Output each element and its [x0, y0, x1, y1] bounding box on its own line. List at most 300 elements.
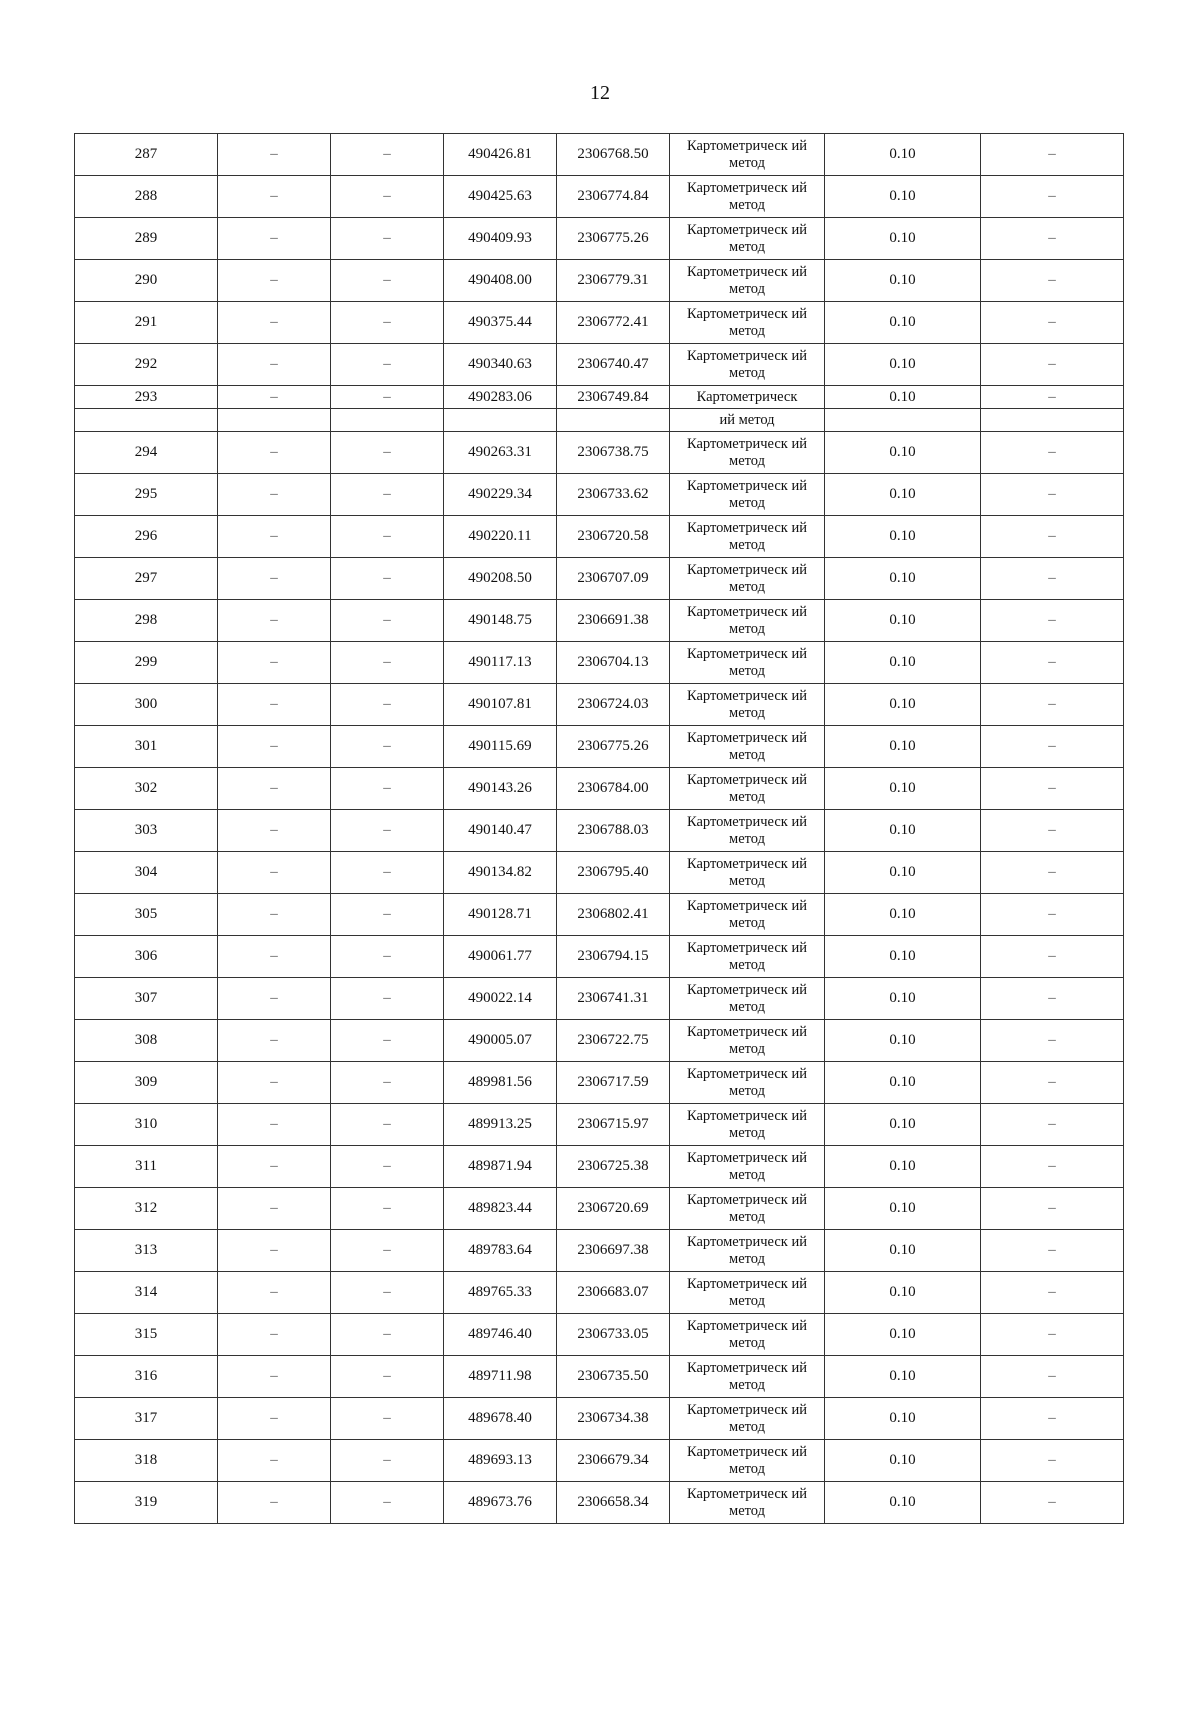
x-coordinate-cell: 489913.25	[444, 1104, 557, 1146]
empty-dash-cell: –	[981, 558, 1124, 600]
empty-dash-cell: –	[218, 386, 331, 409]
empty-cell	[981, 409, 1124, 432]
empty-dash-cell: –	[331, 1356, 444, 1398]
accuracy-cell: 0.10	[825, 1482, 981, 1524]
empty-dash-cell: –	[981, 894, 1124, 936]
empty-cell	[218, 409, 331, 432]
method-cell: Картометрическ ий метод	[670, 218, 825, 260]
empty-dash-cell: –	[331, 432, 444, 474]
empty-dash-cell: –	[331, 474, 444, 516]
y-coordinate-cell: 2306795.40	[557, 852, 670, 894]
accuracy-cell: 0.10	[825, 978, 981, 1020]
x-coordinate-cell: 489711.98	[444, 1356, 557, 1398]
x-coordinate-cell: 490425.63	[444, 176, 557, 218]
empty-dash-cell: –	[218, 1482, 331, 1524]
empty-dash-cell: –	[218, 684, 331, 726]
empty-dash-cell: –	[981, 1272, 1124, 1314]
accuracy-cell: 0.10	[825, 1440, 981, 1482]
method-cell: Картометрическ ий метод	[670, 600, 825, 642]
accuracy-cell: 0.10	[825, 852, 981, 894]
method-cell: Картометрическ ий метод	[670, 894, 825, 936]
x-coordinate-cell: 489871.94	[444, 1146, 557, 1188]
accuracy-cell: 0.10	[825, 894, 981, 936]
x-coordinate-cell: 490128.71	[444, 894, 557, 936]
empty-dash-cell: –	[981, 1020, 1124, 1062]
point-number-cell: 287	[75, 134, 218, 176]
accuracy-cell: 0.10	[825, 344, 981, 386]
empty-dash-cell: –	[981, 1356, 1124, 1398]
table-row	[75, 176, 1124, 218]
method-cell: Картометрическ ий метод	[670, 1188, 825, 1230]
table-row	[75, 978, 1124, 1020]
x-coordinate-cell: 490061.77	[444, 936, 557, 978]
accuracy-cell: 0.10	[825, 432, 981, 474]
method-cell: Картометрическ ий метод	[670, 516, 825, 558]
empty-dash-cell: –	[331, 1314, 444, 1356]
point-number-cell: 317	[75, 1398, 218, 1440]
page-number: 12	[590, 82, 610, 104]
empty-dash-cell: –	[981, 810, 1124, 852]
point-number-cell: 303	[75, 810, 218, 852]
x-coordinate-cell: 489783.64	[444, 1230, 557, 1272]
empty-dash-cell: –	[981, 302, 1124, 344]
empty-dash-cell: –	[981, 1398, 1124, 1440]
empty-dash-cell: –	[218, 134, 331, 176]
table-row	[75, 260, 1124, 302]
x-coordinate-cell: 490115.69	[444, 726, 557, 768]
empty-dash-cell: –	[331, 1272, 444, 1314]
table-row	[75, 1020, 1124, 1062]
y-coordinate-cell: 2306738.75	[557, 432, 670, 474]
accuracy-cell: 0.10	[825, 474, 981, 516]
empty-dash-cell: –	[981, 1188, 1124, 1230]
y-coordinate-cell: 2306735.50	[557, 1356, 670, 1398]
x-coordinate-cell: 489673.76	[444, 1482, 557, 1524]
empty-dash-cell: –	[331, 978, 444, 1020]
empty-dash-cell: –	[218, 810, 331, 852]
table-row	[75, 1314, 1124, 1356]
y-coordinate-cell: 2306679.34	[557, 1440, 670, 1482]
x-coordinate-cell: 489981.56	[444, 1062, 557, 1104]
y-coordinate-cell: 2306774.84	[557, 176, 670, 218]
point-number-cell: 296	[75, 516, 218, 558]
coordinates-table-body	[75, 134, 1124, 1524]
point-number-cell: 304	[75, 852, 218, 894]
table-row	[75, 894, 1124, 936]
empty-cell	[75, 409, 218, 432]
empty-dash-cell: –	[218, 894, 331, 936]
empty-dash-cell: –	[218, 1356, 331, 1398]
y-coordinate-cell: 2306740.47	[557, 344, 670, 386]
x-coordinate-cell: 490340.63	[444, 344, 557, 386]
point-number-cell: 318	[75, 1440, 218, 1482]
table-row	[75, 1398, 1124, 1440]
empty-dash-cell: –	[981, 1482, 1124, 1524]
empty-dash-cell: –	[331, 810, 444, 852]
empty-dash-cell: –	[218, 852, 331, 894]
point-number-cell: 313	[75, 1230, 218, 1272]
y-coordinate-cell: 2306691.38	[557, 600, 670, 642]
empty-dash-cell: –	[218, 260, 331, 302]
table-row-continuation	[75, 409, 1124, 432]
method-cell: Картометрическ ий метод	[670, 344, 825, 386]
table-row	[75, 386, 1124, 409]
empty-dash-cell: –	[981, 1440, 1124, 1482]
accuracy-cell: 0.10	[825, 1146, 981, 1188]
empty-dash-cell: –	[331, 600, 444, 642]
y-coordinate-cell: 2306725.38	[557, 1146, 670, 1188]
point-number-cell: 319	[75, 1482, 218, 1524]
point-number-cell: 315	[75, 1314, 218, 1356]
point-number-cell: 289	[75, 218, 218, 260]
table-row	[75, 1146, 1124, 1188]
empty-dash-cell: –	[218, 302, 331, 344]
empty-dash-cell: –	[331, 894, 444, 936]
empty-dash-cell: –	[218, 1398, 331, 1440]
accuracy-cell: 0.10	[825, 558, 981, 600]
table-row	[75, 134, 1124, 176]
method-cell: Картометрическ ий метод	[670, 684, 825, 726]
point-number-cell: 308	[75, 1020, 218, 1062]
accuracy-cell: 0.10	[825, 726, 981, 768]
accuracy-cell: 0.10	[825, 1314, 981, 1356]
empty-dash-cell: –	[218, 600, 331, 642]
empty-dash-cell: –	[218, 1230, 331, 1272]
accuracy-cell: 0.10	[825, 1356, 981, 1398]
empty-dash-cell: –	[981, 344, 1124, 386]
x-coordinate-cell: 490005.07	[444, 1020, 557, 1062]
y-coordinate-cell: 2306722.75	[557, 1020, 670, 1062]
empty-dash-cell: –	[981, 474, 1124, 516]
empty-dash-cell: –	[981, 516, 1124, 558]
table-row	[75, 432, 1124, 474]
method-cell: Картометрическ ий метод	[670, 302, 825, 344]
accuracy-cell: 0.10	[825, 386, 981, 409]
table-row	[75, 1482, 1124, 1524]
x-coordinate-cell: 490426.81	[444, 134, 557, 176]
method-cell: Картометрическ ий метод	[670, 1020, 825, 1062]
x-coordinate-cell: 490220.11	[444, 516, 557, 558]
accuracy-cell: 0.10	[825, 302, 981, 344]
y-coordinate-cell: 2306720.58	[557, 516, 670, 558]
x-coordinate-cell: 490408.00	[444, 260, 557, 302]
x-coordinate-cell: 490117.13	[444, 642, 557, 684]
x-coordinate-cell: 490140.47	[444, 810, 557, 852]
empty-dash-cell: –	[981, 768, 1124, 810]
x-coordinate-cell: 490143.26	[444, 768, 557, 810]
empty-dash-cell: –	[218, 344, 331, 386]
method-cell: Картометрическ ий метод	[670, 1104, 825, 1146]
table-row	[75, 218, 1124, 260]
empty-dash-cell: –	[981, 1062, 1124, 1104]
method-cell: Картометрическ ий метод	[670, 642, 825, 684]
empty-cell	[557, 409, 670, 432]
empty-dash-cell: –	[218, 1440, 331, 1482]
point-number-cell: 310	[75, 1104, 218, 1146]
method-cell: Картометрическ ий метод	[670, 852, 825, 894]
point-number-cell: 293	[75, 386, 218, 409]
table-row	[75, 684, 1124, 726]
empty-dash-cell: –	[981, 1146, 1124, 1188]
empty-dash-cell: –	[331, 302, 444, 344]
point-number-cell: 298	[75, 600, 218, 642]
x-coordinate-cell: 490022.14	[444, 978, 557, 1020]
empty-dash-cell: –	[331, 642, 444, 684]
empty-dash-cell: –	[981, 642, 1124, 684]
method-cell: Картометрическ ий метод	[670, 1440, 825, 1482]
accuracy-cell: 0.10	[825, 134, 981, 176]
accuracy-cell: 0.10	[825, 642, 981, 684]
empty-dash-cell: –	[981, 1230, 1124, 1272]
empty-dash-cell: –	[981, 176, 1124, 218]
empty-dash-cell: –	[981, 260, 1124, 302]
empty-dash-cell: –	[218, 516, 331, 558]
y-coordinate-cell: 2306683.07	[557, 1272, 670, 1314]
empty-dash-cell: –	[981, 936, 1124, 978]
empty-dash-cell: –	[218, 1188, 331, 1230]
empty-dash-cell: –	[331, 1104, 444, 1146]
empty-dash-cell: –	[331, 768, 444, 810]
empty-cell	[331, 409, 444, 432]
empty-dash-cell: –	[218, 432, 331, 474]
x-coordinate-cell: 489823.44	[444, 1188, 557, 1230]
table-row	[75, 600, 1124, 642]
y-coordinate-cell: 2306707.09	[557, 558, 670, 600]
point-number-cell: 288	[75, 176, 218, 218]
method-cell: Картометрическ ий метод	[670, 260, 825, 302]
empty-dash-cell: –	[331, 1188, 444, 1230]
x-coordinate-cell: 490409.93	[444, 218, 557, 260]
empty-dash-cell: –	[331, 558, 444, 600]
y-coordinate-cell: 2306788.03	[557, 810, 670, 852]
empty-cell	[444, 409, 557, 432]
point-number-cell: 312	[75, 1188, 218, 1230]
empty-dash-cell: –	[331, 1482, 444, 1524]
y-coordinate-cell: 2306724.03	[557, 684, 670, 726]
y-coordinate-cell: 2306715.97	[557, 1104, 670, 1146]
x-coordinate-cell: 489746.40	[444, 1314, 557, 1356]
x-coordinate-cell: 490263.31	[444, 432, 557, 474]
point-number-cell: 314	[75, 1272, 218, 1314]
y-coordinate-cell: 2306733.05	[557, 1314, 670, 1356]
point-number-cell: 291	[75, 302, 218, 344]
accuracy-cell: 0.10	[825, 810, 981, 852]
method-cell: Картометрическ ий метод	[670, 726, 825, 768]
accuracy-cell: 0.10	[825, 1188, 981, 1230]
y-coordinate-cell: 2306697.38	[557, 1230, 670, 1272]
empty-dash-cell: –	[218, 768, 331, 810]
accuracy-cell: 0.10	[825, 1230, 981, 1272]
table-row	[75, 1230, 1124, 1272]
point-number-cell: 309	[75, 1062, 218, 1104]
point-number-cell: 295	[75, 474, 218, 516]
table-row	[75, 768, 1124, 810]
y-coordinate-cell: 2306802.41	[557, 894, 670, 936]
table-row	[75, 344, 1124, 386]
table-row	[75, 1272, 1124, 1314]
method-cell: Картометрическ ий метод	[670, 1272, 825, 1314]
accuracy-cell: 0.10	[825, 218, 981, 260]
empty-dash-cell: –	[218, 1104, 331, 1146]
empty-dash-cell: –	[218, 1020, 331, 1062]
x-coordinate-cell: 490208.50	[444, 558, 557, 600]
empty-dash-cell: –	[981, 386, 1124, 409]
accuracy-cell: 0.10	[825, 936, 981, 978]
accuracy-cell: 0.10	[825, 600, 981, 642]
point-number-cell: 307	[75, 978, 218, 1020]
method-continuation-cell: ий метод	[670, 409, 825, 432]
empty-dash-cell: –	[218, 176, 331, 218]
y-coordinate-cell: 2306717.59	[557, 1062, 670, 1104]
method-cell: Картометрическ ий метод	[670, 1314, 825, 1356]
empty-dash-cell: –	[981, 432, 1124, 474]
point-number-cell: 294	[75, 432, 218, 474]
table-row	[75, 516, 1124, 558]
method-cell: Картометрическ	[670, 386, 825, 409]
y-coordinate-cell: 2306733.62	[557, 474, 670, 516]
x-coordinate-cell: 490283.06	[444, 386, 557, 409]
method-cell: Картометрическ ий метод	[670, 134, 825, 176]
empty-dash-cell: –	[981, 218, 1124, 260]
x-coordinate-cell: 490107.81	[444, 684, 557, 726]
empty-dash-cell: –	[218, 558, 331, 600]
point-number-cell: 305	[75, 894, 218, 936]
y-coordinate-cell: 2306720.69	[557, 1188, 670, 1230]
empty-dash-cell: –	[218, 218, 331, 260]
point-number-cell: 302	[75, 768, 218, 810]
accuracy-cell: 0.10	[825, 176, 981, 218]
method-cell: Картометрическ ий метод	[670, 432, 825, 474]
method-cell: Картометрическ ий метод	[670, 1062, 825, 1104]
empty-dash-cell: –	[331, 1440, 444, 1482]
y-coordinate-cell: 2306775.26	[557, 726, 670, 768]
y-coordinate-cell: 2306658.34	[557, 1482, 670, 1524]
point-number-cell: 306	[75, 936, 218, 978]
table-row	[75, 1188, 1124, 1230]
empty-dash-cell: –	[331, 1020, 444, 1062]
empty-dash-cell: –	[981, 978, 1124, 1020]
accuracy-cell: 0.10	[825, 1104, 981, 1146]
empty-dash-cell: –	[218, 1314, 331, 1356]
accuracy-cell: 0.10	[825, 1062, 981, 1104]
method-cell: Картометрическ ий метод	[670, 1356, 825, 1398]
table-row	[75, 1356, 1124, 1398]
empty-dash-cell: –	[981, 852, 1124, 894]
method-cell: Картометрическ ий метод	[670, 558, 825, 600]
x-coordinate-cell: 489678.40	[444, 1398, 557, 1440]
y-coordinate-cell: 2306704.13	[557, 642, 670, 684]
y-coordinate-cell: 2306775.26	[557, 218, 670, 260]
y-coordinate-cell: 2306734.38	[557, 1398, 670, 1440]
method-cell: Картометрическ ий метод	[670, 1482, 825, 1524]
table-row	[75, 474, 1124, 516]
table-row	[75, 558, 1124, 600]
accuracy-cell: 0.10	[825, 516, 981, 558]
empty-dash-cell: –	[218, 642, 331, 684]
point-number-cell: 297	[75, 558, 218, 600]
point-number-cell: 290	[75, 260, 218, 302]
method-cell: Картометрическ ий метод	[670, 1146, 825, 1188]
empty-dash-cell: –	[331, 260, 444, 302]
coordinates-table-container	[74, 133, 1123, 1524]
method-cell: Картометрическ ий метод	[670, 1230, 825, 1272]
empty-dash-cell: –	[331, 386, 444, 409]
empty-dash-cell: –	[331, 936, 444, 978]
method-cell: Картометрическ ий метод	[670, 176, 825, 218]
empty-dash-cell: –	[218, 474, 331, 516]
table-row	[75, 810, 1124, 852]
empty-dash-cell: –	[331, 344, 444, 386]
empty-dash-cell: –	[331, 1398, 444, 1440]
y-coordinate-cell: 2306772.41	[557, 302, 670, 344]
method-cell: Картометрическ ий метод	[670, 936, 825, 978]
table-row	[75, 936, 1124, 978]
accuracy-cell: 0.10	[825, 260, 981, 302]
coordinates-table	[74, 133, 1124, 1524]
table-row	[75, 1440, 1124, 1482]
table-row	[75, 302, 1124, 344]
x-coordinate-cell: 490148.75	[444, 600, 557, 642]
x-coordinate-cell: 490229.34	[444, 474, 557, 516]
accuracy-cell: 0.10	[825, 684, 981, 726]
x-coordinate-cell: 490375.44	[444, 302, 557, 344]
empty-dash-cell: –	[218, 1272, 331, 1314]
empty-dash-cell: –	[218, 726, 331, 768]
empty-dash-cell: –	[981, 684, 1124, 726]
y-coordinate-cell: 2306741.31	[557, 978, 670, 1020]
table-row	[75, 1062, 1124, 1104]
method-cell: Картометрическ ий метод	[670, 1398, 825, 1440]
x-coordinate-cell: 490134.82	[444, 852, 557, 894]
empty-dash-cell: –	[218, 1062, 331, 1104]
accuracy-cell: 0.10	[825, 1272, 981, 1314]
method-cell: Картометрическ ий метод	[670, 810, 825, 852]
method-cell: Картометрическ ий метод	[670, 474, 825, 516]
point-number-cell: 316	[75, 1356, 218, 1398]
y-coordinate-cell: 2306749.84	[557, 386, 670, 409]
empty-dash-cell: –	[331, 852, 444, 894]
point-number-cell: 300	[75, 684, 218, 726]
point-number-cell: 301	[75, 726, 218, 768]
y-coordinate-cell: 2306784.00	[557, 768, 670, 810]
y-coordinate-cell: 2306768.50	[557, 134, 670, 176]
x-coordinate-cell: 489693.13	[444, 1440, 557, 1482]
point-number-cell: 311	[75, 1146, 218, 1188]
empty-dash-cell: –	[981, 1104, 1124, 1146]
empty-dash-cell: –	[331, 1146, 444, 1188]
empty-dash-cell: –	[218, 936, 331, 978]
empty-dash-cell: –	[331, 516, 444, 558]
empty-dash-cell: –	[981, 1314, 1124, 1356]
method-cell: Картометрическ ий метод	[670, 978, 825, 1020]
empty-dash-cell: –	[218, 1146, 331, 1188]
table-row	[75, 726, 1124, 768]
empty-dash-cell: –	[331, 726, 444, 768]
point-number-cell: 299	[75, 642, 218, 684]
y-coordinate-cell: 2306794.15	[557, 936, 670, 978]
empty-dash-cell: –	[981, 726, 1124, 768]
accuracy-cell: 0.10	[825, 1020, 981, 1062]
table-row	[75, 642, 1124, 684]
empty-dash-cell: –	[331, 684, 444, 726]
empty-dash-cell: –	[331, 218, 444, 260]
empty-dash-cell: –	[981, 134, 1124, 176]
empty-dash-cell: –	[331, 1230, 444, 1272]
x-coordinate-cell: 489765.33	[444, 1272, 557, 1314]
empty-cell	[825, 409, 981, 432]
y-coordinate-cell: 2306779.31	[557, 260, 670, 302]
empty-dash-cell: –	[981, 600, 1124, 642]
